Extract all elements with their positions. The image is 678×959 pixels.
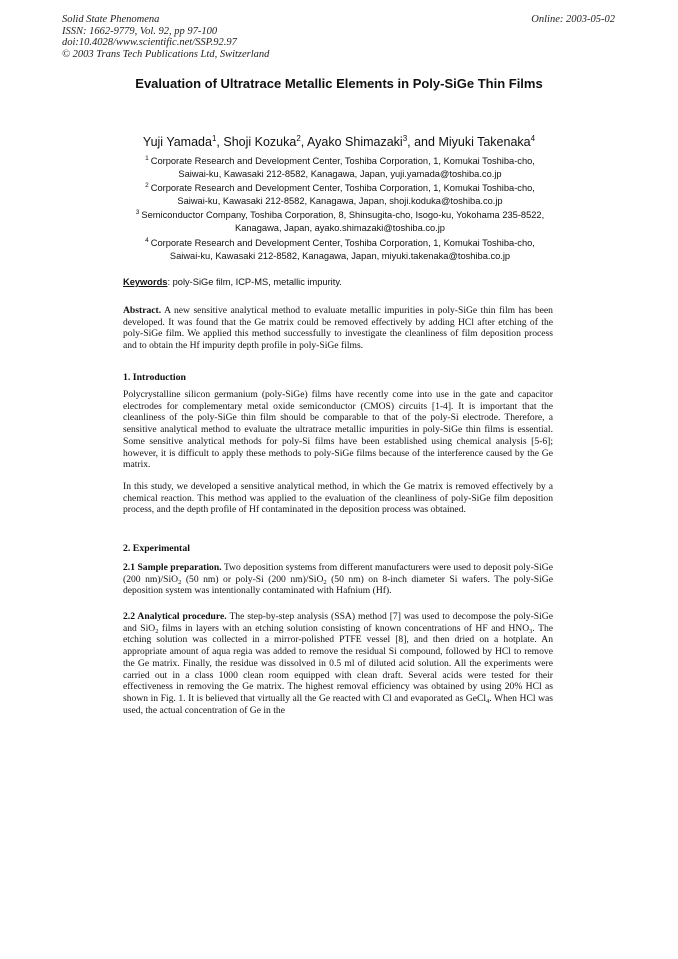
- affiliation-1: $^1$ Corporate Research and Development Center, Toshiba Corporation, 1, Komukai Toshiba-cho, Saiwai-ku, Kawasaki 212-8582, Kanagawa, Japan, yuji.yamada@toshiba.co.jp: [145, 155, 535, 180]
- copyright-line: © 2003 Trans Tech Publications Ltd, Switzerland: [62, 48, 270, 60]
- author-sup: 1: [211, 134, 217, 143]
- author-sup: 4: [530, 134, 536, 143]
- subsection-label: 2.1 Sample preparation.: [123, 562, 222, 573]
- sample-preparation-paragraph: 2.1 Sample preparation. Two deposition systems from different manufacturers were used to deposit poly-SiGe (200 nm)/SiO$_2$ (50 nm) or poly-Si (200 nm)/SiO$_2$ (50 nm) on 8-inch diameter Si wafers. The poly-SiGe deposition system was intentionally contaminated with Hafnium (Hf).: [123, 562, 553, 597]
- author-name: Shoji Kozuka: [223, 135, 297, 150]
- author-sup: 3: [402, 134, 408, 143]
- journal-meta: [62, 14, 269, 60]
- paper-title: Evaluation of Ultratrace Metallic Elements in Poly-SiGe Thin Films: [135, 76, 543, 91]
- analytical-procedure-paragraph: 2.2 Analytical procedure. The step-by-step analysis (SSA) method [7] was used to decompose the poly-SiGe and SiO$_2$ films in layers with an etching solution consisting of known concentrations of HF and $HNO_3$. The etching solution was collected in a mirror-polished PTFE vessel [8], and then dried on a hotplate. An appropriate amount of aqua regia was added to remove the residual Si compound, followed by HCl to remove the Ge matrix. Finally, the residue was dissolved in 0.5 ml of diluted acid solution. All the experiments were carried out in a class 1000 clean room equipped with clean draft. Several acids were tested for their effectiveness in removing the Ge matrix. The highest removal efficiency was obtained by using 20% HCl as shown in Fig. 1. It is believed that virtually all the Ge reacted with Cl and evaporated as GeCl$_4$. When HCl was used, the actual concentration of Ge in the: [123, 611, 553, 716]
- online-date: Online: 2003-05-02: [531, 14, 615, 25]
- issn-line: ISSN: 1662-9779, Vol. 92, pp 97-100: [62, 25, 218, 37]
- author-sup: 2: [296, 134, 301, 143]
- author-list: Yuji Yamada$^1$, Shoji Kozuka$^2$, Ayako Shimazaki$^3$, and Miyuki Takenaka$^4$: [142, 134, 536, 150]
- author-name: Yuji Yamada: [142, 135, 212, 150]
- journal-name: Solid State Phenomena: [62, 14, 160, 25]
- abstract-text: A new sensitive analytical method to evaluate metallic impurities in poly-SiGe thin film has been developed. It was found that the Ge matrix could be removed effectively by adding HCl after etching of the poly-SiGe film. We applied this method successfully to investigate the cleanliness of film deposition process and to obtain the Hf impurity depth profile in poly-SiGe films.: [123, 305, 553, 352]
- keywords-text: poly-SiGe film, ICP-MS, metallic impurity.: [172, 277, 342, 287]
- abstract-label: Abstract.: [123, 305, 162, 316]
- doi-line: doi:10.4028/www.scientific.net/SSP.92.97: [62, 37, 237, 48]
- section-heading-experimental: 2. Experimental: [123, 543, 190, 554]
- intro-paragraph-1: Polycrystalline silicon germanium (poly-SiGe) films have recently come into use in the gate and capacitor electrodes for complementary metal oxide semiconductor (CMOS) circuits [1-4]. It is important that the cleanliness of the poly-SiGe thin film should be comparable to that of the poly-Si electrode. Therefore, a sensitive analytical method to evaluate the ultratrace metallic impurities in poly-SiGe thin films is essential. Some sensitive analytical methods for poly-Si films have been established using chemical analysis [5-6]; however, it is difficult to apply these methods to poly-SiGe films because of the interference caused by the Ge matrix.: [123, 389, 553, 471]
- section-heading-intro: 1. Introduction: [123, 372, 186, 383]
- affiliation-4: $^4$ Corporate Research and Development Center, Toshiba Corporation, 1, Komukai Toshiba-cho, Saiwai-ku, Kawasaki 212-8582, Kanagawa, Japan, miyuki.takenaka@toshiba.co.jp: [145, 237, 535, 262]
- affiliation-2: $^2$ Corporate Research and Development Center, Toshiba Corporation, 1, Komukai Toshiba-cho, Saiwai-ku, Kawasaki 212-8582, Kanagawa, Japan, shoji.koduka@toshiba.co.jp: [145, 182, 535, 207]
- subsection-label: 2.2 Analytical procedure.: [123, 611, 227, 622]
- author-name: Miyuki Takenaka: [438, 135, 531, 150]
- keywords-label: Keywords: [123, 277, 168, 287]
- affiliation-3: $^3$ Semiconductor Company, Toshiba Corporation, 8, Shinsugita-cho, Isogo-ku, Yokohama 235-8522, Kanagawa, Japan, ayako.shimazaki@toshiba.co.jp: [135, 209, 545, 234]
- intro-paragraph-2: In this study, we developed a sensitive analytical method, in which the Ge matrix is removed effectively by a chemical reaction. This method was applied to the evaluation of the cleanliness of poly-SiGe film deposition process, and the depth profile of Hf contaminated in the deposition process was obtained.: [123, 481, 553, 516]
- author-name: Ayako Shimazaki: [307, 135, 403, 150]
- keywords: Keywords: poly-SiGe film, ICP-MS, metallic impurity.: [123, 277, 342, 287]
- abstract: [123, 305, 553, 352]
